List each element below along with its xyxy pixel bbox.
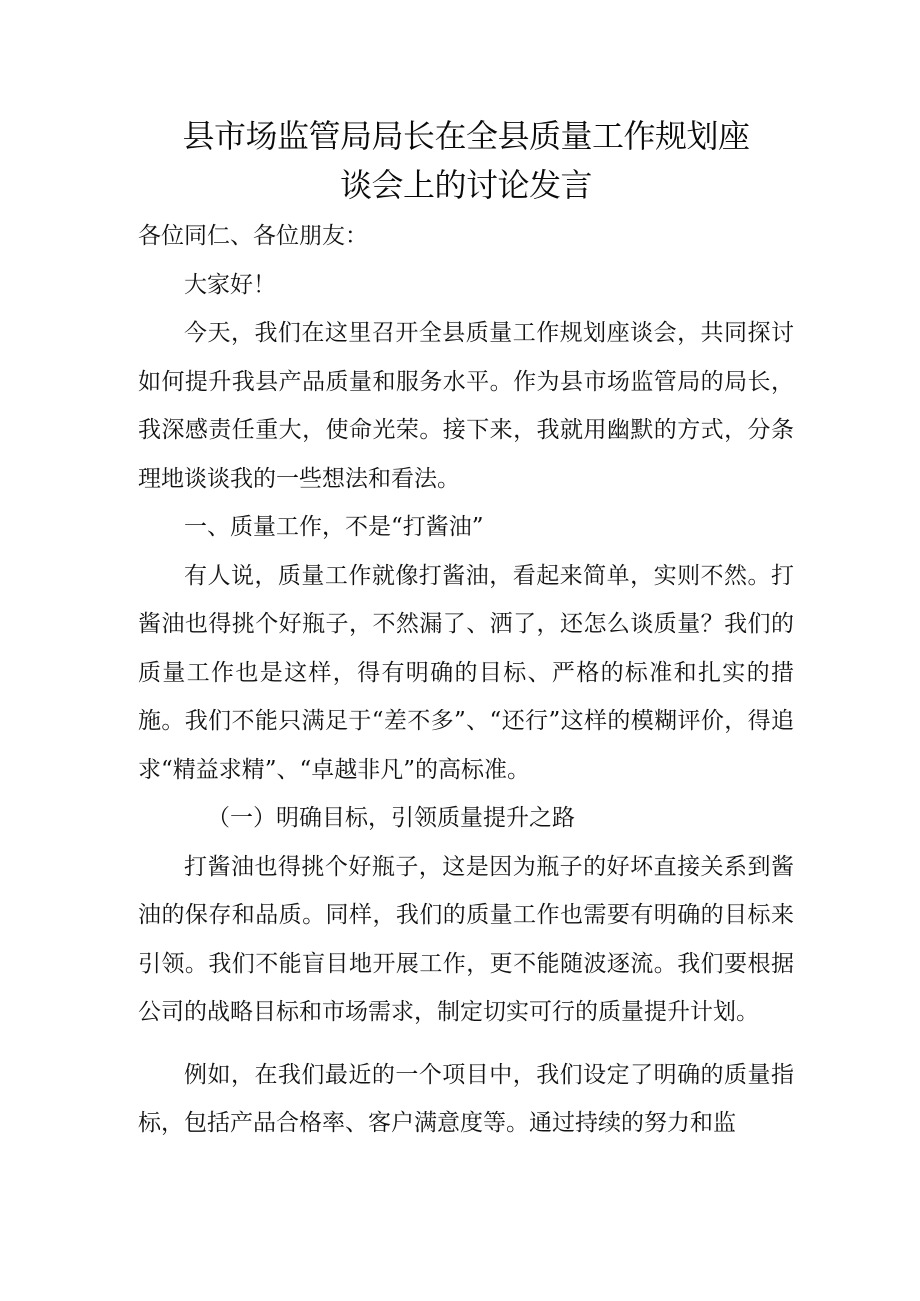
section-heading-1: 一、质量工作，不是“打酱油” <box>184 514 484 540</box>
document-title <box>138 112 794 210</box>
paragraph-section-1: 有人说，质量工作就像打酱油，看起来简单，实则不然。打酱油也得挑个好瓶子，不然漏了、洒了，还怎么谈质量？我们的质量工作也是这样，得有明确的目标、严格的标准和扎实的措施。我们不能只满足于“差不多”、“还行”这样的模糊评价，得追求“精益求精”、“卓越非凡”的高标准。 <box>138 562 794 783</box>
greeting: 大家好！ <box>184 271 276 298</box>
salutation: 各位同仁、各位朋友： <box>138 223 368 249</box>
document-body <box>138 212 794 1148</box>
paragraph-subsection-1: 打酱油也得挑个好瓶子，这是因为瓶子的好坏直接关系到酱油的保存和品质。同样，我们的质量工作也需要有明确的目标来引领。我们不能盲目地开展工作，更不能随波逐流。我们要根据公司的战略目标和市场需求，制定切实可行的质量提升计划。 <box>138 853 794 1025</box>
paragraph-example: 例如，在我们最近的一个项目中，我们设定了明确的质量指标，包括产品合格率、客户满意度等。通过持续的努力和监 <box>138 1061 794 1136</box>
title-line-2: 谈会上的讨论发言 <box>339 166 592 204</box>
paragraph-intro: 今天，我们在这里召开全县质量工作规划座谈会，共同探讨如何提升我县产品质量和服务水平。作为县市场监管局的局长，我深感责任重大，使命光荣。接下来，我就用幽默的方式，分条理地谈谈我的一些想法和看法。 <box>138 320 794 492</box>
title-line-1: 县市场监管局局长在全县质量工作规划座 <box>182 117 750 155</box>
document-page <box>138 112 794 1148</box>
subsection-heading-1: （一）明确目标，引领质量提升之路 <box>207 805 575 831</box>
